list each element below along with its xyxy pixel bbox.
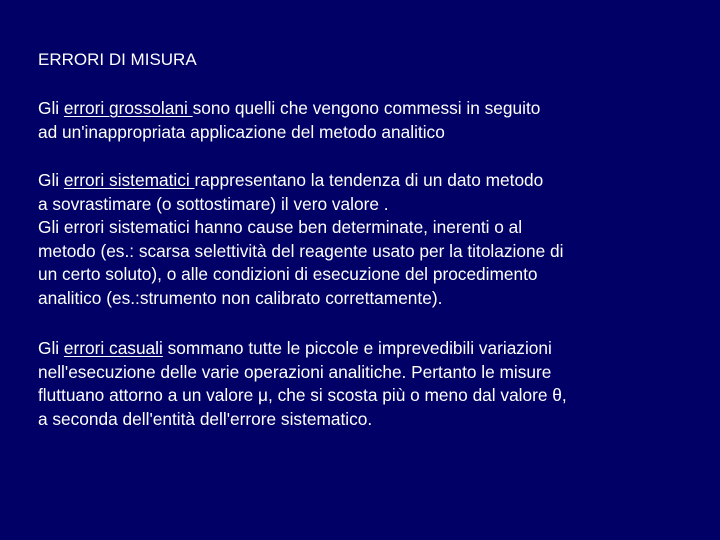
paragraph-errori-grossolani bbox=[38, 96, 678, 143]
text-line: un certo soluto), o alle condizioni di esecuzione del procedimento bbox=[38, 264, 538, 284]
term-errori-casuali: errori casuali bbox=[63, 338, 163, 358]
text-line: a sovrastimare (o sottostimare) il vero valore . bbox=[38, 193, 389, 214]
text-fragment: Gli bbox=[38, 338, 64, 358]
text-line: nell'esecuzione delle varie operazioni analitiche. Pertanto le misure bbox=[38, 361, 552, 382]
text-fragment: sommano tutte le piccole e imprevedibili variazioni bbox=[162, 338, 552, 358]
text-line: metodo (es.: scarsa selettività del reagente usato per la titolazione di bbox=[38, 240, 564, 261]
text-line: fluttuano attorno a un valore μ, che si scosta più o meno dal valore θ, bbox=[38, 385, 567, 405]
term-errori-sistematici: errori sistematici bbox=[63, 170, 195, 190]
term-errori-grossolani: errori grossolani bbox=[63, 98, 193, 118]
text-fragment: rappresentano la tendenza di un dato metodo bbox=[194, 170, 544, 190]
text-fragment: Gli bbox=[38, 98, 64, 118]
paragraph-errori-casuali bbox=[38, 336, 678, 430]
text-line: Gli errori sistematici hanno cause ben determinate, inerenti o al bbox=[38, 217, 523, 237]
slide-title: ERRORI DI MISURA bbox=[38, 50, 197, 69]
text-fragment: Gli bbox=[38, 170, 64, 190]
text-line: a seconda dell'entità dell'errore sistematico. bbox=[38, 408, 373, 429]
text-line bbox=[38, 168, 678, 192]
text-line bbox=[38, 96, 678, 120]
paragraph-errori-sistematici bbox=[38, 168, 678, 309]
text-line: ad un'inappropriata applicazione del metodo analitico bbox=[38, 121, 445, 142]
text-line bbox=[38, 336, 678, 360]
text-fragment: sono quelli che vengono commessi in seguito bbox=[192, 98, 541, 118]
text-line: analitico (es.:strumento non calibrato correttamente). bbox=[38, 287, 443, 308]
